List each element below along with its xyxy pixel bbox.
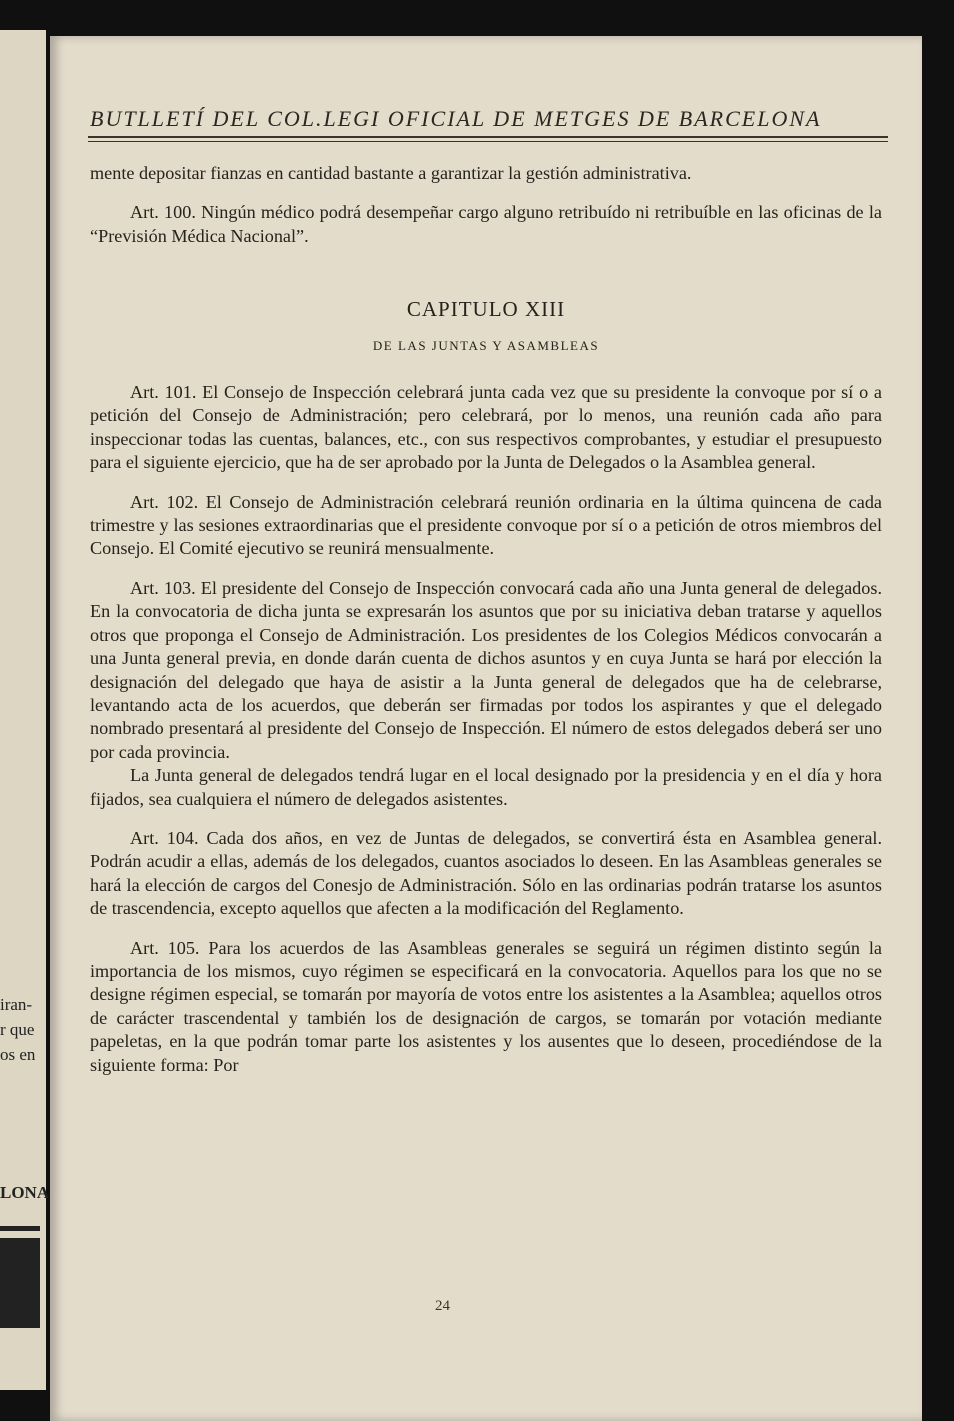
header-rule [88, 136, 888, 138]
running-title: BUTLLETÍ DEL COL.LEGI OFICIAL DE METGES DE BARCELONA [90, 106, 822, 131]
article-100: Art. 100. Ningún médico podrá desempeñar cargo alguno retribuído ni retribuíble en las oficinas de la “Previsión Médica Nacional”. [90, 202, 882, 246]
article-103-continuation: La Junta general de delegados tendrá lugar en el local designado por la presidencia y en el día y hora fijados, sea cualquiera el número de delegados asistentes. [90, 765, 882, 809]
adjacent-page-text-fragment: r que [0, 1020, 35, 1039]
adjacent-page-edge [0, 30, 50, 1390]
article-103: Art. 103. El presidente del Consejo de Inspección convocará cada año una Junta general de delegados. En la convocatoria de dicha junta se expresarán los asuntos que por su iniciativa deban tratarse y aquellos otros que proponga el Consejo de Administración. Los presidentes de los Colegios Médicos convocarán a una Junta general previa, en donde darán cuenta de dichos asuntos y en cuya Junta se hará por elección la designación del delegado que haya de asistir a la Junta general de delegados que ha de celebrarse, levantando acta de los acuerdos, que deberán ser firmadas por todos los aspirantes y que el delegado nombrado presentará al presidente del Consejo de Inspección. El número de estos delegados deberá ser uno por cada provincia. [90, 577, 882, 762]
article-104: Art. 104. Cada dos años, en vez de Juntas de delegados, se convertirá ésta en Asamblea general. Podrán acudir a ellas, además de los delegados, cuantos asociados lo deseen. En las Asambleas generales se hará la elección de cargos del Conesjo de Administración. Sólo en las ordinarias podrán tratarse los asuntos de trascendencia, excepto aquellos que afecten a la modificación del Reglamento. [90, 827, 882, 919]
adjacent-page-text-fragment: iran- [0, 995, 33, 1014]
document-page [50, 36, 922, 1421]
body-text [90, 162, 882, 1077]
header-rule [88, 141, 888, 142]
adjacent-page-text-fragment: os en [0, 1045, 36, 1064]
page-number: 24 [435, 1298, 450, 1314]
section-title: DE LAS JUNTAS Y ASAMBLEAS [372, 337, 600, 353]
chapter-title: CAPITULO XIII [406, 297, 566, 322]
adjacent-page-rule [0, 1226, 40, 1231]
adjacent-page-black-block [0, 1238, 40, 1328]
article-105: Art. 105. Para los acuerdos de las Asambleas generales se seguirá un régimen distinto según la importancia de los mismos, cuyo régimen se especificará en la convocatoria. Aquellos para los que no se designe régimen especial, se tomarán por mayoría de votos entre los asistentes a la Asamblea; aquellos otros de carácter trascendental y también los de designación de cargos, se tomarán por votación mediante papeletas, en la que podrán tomar parte los asistentes y los ausentes que lo deseen, procediéndose de la siguiente forma: Por [90, 937, 882, 1075]
adjacent-page-text-fragment: LONA [0, 1183, 50, 1202]
article-102: Art. 102. El Consejo de Administración celebrará reunión ordinaria en la última quincena de cada trimestre y las sesiones extraordinarias que el presidente convoque por sí o a petición de otros miembros del Consejo. El Comité ejecutivo se reunirá mensualmente. [90, 491, 882, 559]
paragraph-continuation: mente depositar fianzas en cantidad bastante a garantizar la gestión administrativa. [90, 163, 692, 183]
article-101: Art. 101. El Consejo de Inspección celebrará junta cada vez que su presidente la convoque por sí o a petición del Consejo de Administración; pero celebrará, por lo menos, una reunión cada año para inspeccionar todas las cuentas, balances, etc., con sus respectivos comprobantes, y estudiar el presupuesto para el siguiente ejercicio, que ha de ser aprobado por la Junta de Delegados o la Asamblea general. [90, 382, 882, 473]
